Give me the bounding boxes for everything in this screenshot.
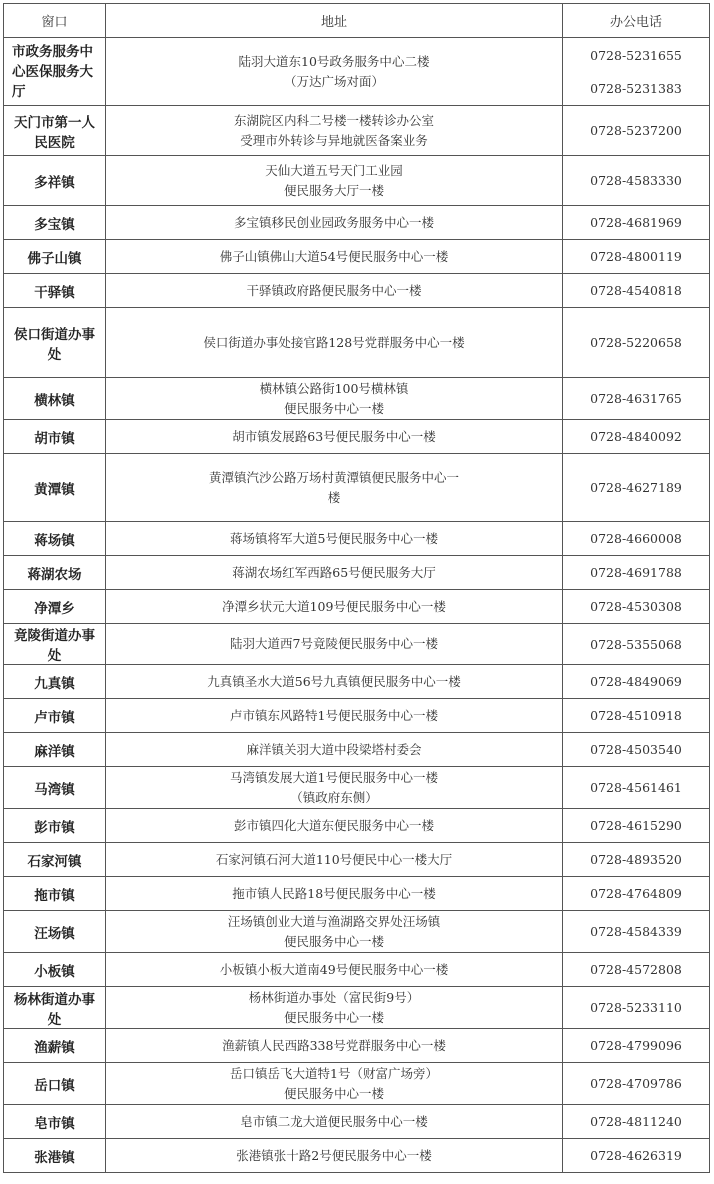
phone-number: 0728-4627189 (590, 480, 682, 495)
window-name: 佛子山镇 (4, 240, 106, 274)
address-cell (106, 206, 563, 240)
table-row (4, 206, 710, 240)
window-name: 马湾镇 (4, 767, 106, 809)
table-row (4, 767, 710, 809)
phone-cell (563, 1139, 710, 1173)
address-cell (106, 767, 563, 809)
table-row (4, 420, 710, 454)
phone-cell (563, 378, 710, 420)
address-cell (106, 809, 563, 843)
phone-cell (563, 38, 710, 106)
table-row (4, 843, 710, 877)
window-name: 拖市镇 (4, 877, 106, 911)
address-cell (106, 1063, 563, 1105)
address-cell (106, 1105, 563, 1139)
window-name: 小板镇 (4, 953, 106, 987)
window-name: 净潭乡 (4, 590, 106, 624)
phone-cell (563, 733, 710, 767)
address-cell (106, 274, 563, 308)
table-row (4, 274, 710, 308)
table-row (4, 877, 710, 911)
table-row (4, 911, 710, 953)
window-name: 岳口镇 (4, 1063, 106, 1105)
address-cell (106, 911, 563, 953)
phone-cell (563, 624, 710, 665)
table-row (4, 156, 710, 206)
phone-cell (563, 556, 710, 590)
address-line: 侯口街道办事处接官路128号党群服务中心一楼 (203, 334, 465, 350)
address-line: 马湾镇发展大道1号便民服务中心一楼 (230, 769, 438, 785)
table-header-row (4, 4, 710, 38)
phone-number: 0728-4561461 (590, 780, 682, 795)
phone-cell (563, 308, 710, 378)
window-name: 卢市镇 (4, 699, 106, 733)
address-line: 干驿镇政府路便民服务中心一楼 (246, 282, 422, 298)
table-row (4, 590, 710, 624)
window-name: 麻洋镇 (4, 733, 106, 767)
phone-cell (563, 1105, 710, 1139)
address-cell (106, 156, 563, 206)
service-window-table (3, 3, 710, 1173)
window-name: 胡市镇 (4, 420, 106, 454)
phone-cell (563, 590, 710, 624)
phone-cell (563, 240, 710, 274)
table-row (4, 378, 710, 420)
phone-number: 0728-4691788 (590, 565, 682, 580)
table-row (4, 1105, 710, 1139)
window-name: 横林镇 (4, 378, 106, 420)
table-row (4, 699, 710, 733)
address-cell (106, 987, 563, 1029)
address-cell (106, 733, 563, 767)
phone-number: 0728-4764809 (590, 886, 682, 901)
phone-cell (563, 156, 710, 206)
phone-number: 0728-4530308 (590, 599, 682, 614)
address-line: 彭市镇四化大道东便民服务中心一楼 (233, 817, 434, 833)
phone-cell (563, 1063, 710, 1105)
table-row (4, 953, 710, 987)
phone-number: 0728-4631765 (590, 391, 682, 406)
phone-cell (563, 274, 710, 308)
window-name: 九真镇 (4, 665, 106, 699)
table-row (4, 38, 710, 106)
address-line: 麻洋镇关羽大道中段梁塔村委会 (246, 741, 422, 757)
phone-number: 0728-4811240 (590, 1114, 682, 1129)
table-row (4, 308, 710, 378)
phone-cell (563, 877, 710, 911)
table-row (4, 1139, 710, 1173)
address-line: 便民服务中心一楼 (283, 1009, 384, 1025)
address-line: 佛子山镇佛山大道54号便民服务中心一楼 (219, 248, 449, 264)
table-row (4, 809, 710, 843)
phone-number: 0728-4800119 (590, 249, 682, 264)
phone-cell (563, 665, 710, 699)
phone-cell (563, 767, 710, 809)
window-name: 皂市镇 (4, 1105, 106, 1139)
address-line: 张港镇张十路2号便民服务中心一楼 (236, 1147, 432, 1163)
header-address: 地址 (106, 4, 563, 38)
window-name: 渔薪镇 (4, 1029, 106, 1063)
phone-cell (563, 522, 710, 556)
address-cell (106, 590, 563, 624)
address-line: 石家河镇石河大道110号便民中心一楼大厅 (215, 851, 453, 867)
table-row (4, 240, 710, 274)
address-cell (106, 843, 563, 877)
table-row (4, 733, 710, 767)
address-line: （万达广场对面） (283, 73, 384, 89)
phone-cell (563, 987, 710, 1029)
phone-cell (563, 106, 710, 156)
phone-number: 0728-4584339 (590, 924, 682, 939)
window-name: 干驿镇 (4, 274, 106, 308)
address-cell (106, 420, 563, 454)
phone-number: 0728-4849069 (590, 674, 682, 689)
phone-number: 0728-4540818 (590, 283, 682, 298)
window-name: 蒋场镇 (4, 522, 106, 556)
window-name: 汪场镇 (4, 911, 106, 953)
address-cell (106, 106, 563, 156)
address-line: 蒋场镇将军大道5号便民服务中心一楼 (230, 530, 438, 546)
phone-number: 0728-5233110 (590, 1000, 682, 1015)
address-cell (106, 522, 563, 556)
window-name: 多祥镇 (4, 156, 106, 206)
address-cell (106, 1029, 563, 1063)
address-line: 便民服务中心一楼 (283, 400, 384, 416)
phone-number: 0728-4572808 (590, 962, 682, 977)
address-cell (106, 877, 563, 911)
address-line: 便民服务中心一楼 (283, 933, 384, 949)
address-line: 便民服务中心一楼 (283, 1085, 384, 1101)
phone-cell (563, 206, 710, 240)
window-name: 侯口街道办事处 (4, 308, 106, 378)
address-line: 岳口镇岳飞大道特1号（财富广场旁） (230, 1065, 438, 1081)
address-line: 便民服务大厅一楼 (283, 182, 384, 198)
address-cell (106, 308, 563, 378)
address-line: 陆羽大道西7号竟陵便民服务中心一楼 (230, 636, 438, 651)
phone-cell (563, 454, 710, 522)
address-line: 净潭乡状元大道109号便民服务中心一楼 (222, 598, 446, 614)
table-row (4, 454, 710, 522)
address-line: 九真镇圣水大道56号九真镇便民服务中心一楼 (207, 673, 461, 689)
window-name: 黄潭镇 (4, 454, 106, 522)
phone-cell (563, 1029, 710, 1063)
address-cell (106, 240, 563, 274)
phone-number: 0728-5355068 (590, 636, 682, 652)
phone-cell (563, 420, 710, 454)
address-line: 皂市镇二龙大道便民服务中心一楼 (240, 1113, 428, 1129)
phone-cell (563, 911, 710, 953)
phone-number: 0728-4840092 (590, 429, 682, 444)
table-row (4, 556, 710, 590)
address-line: 受理市外转诊与异地就医备案业务 (240, 132, 428, 148)
address-cell (106, 378, 563, 420)
window-name: 蒋湖农场 (4, 556, 106, 590)
address-line: 蒋湖农场红军西路65号便民服务大厅 (232, 564, 436, 580)
window-name: 杨林街道办事处 (4, 987, 106, 1029)
address-line: 横林镇公路街100号横林镇 (259, 380, 409, 396)
address-line: 多宝镇移民创业园政务服务中心一楼 (233, 214, 434, 230)
phone-number: 0728-4799096 (590, 1038, 682, 1053)
phone-number: 0728-4709786 (590, 1076, 682, 1091)
table-row (4, 624, 710, 665)
phone-number: 0728-5220658 (590, 335, 682, 350)
address-cell (106, 699, 563, 733)
window-name: 天门市第一人民医院 (4, 106, 106, 156)
phone-number: 0728-4660008 (590, 531, 682, 546)
phone-cell (563, 843, 710, 877)
phone-number: 0728-5231655 (590, 47, 682, 63)
address-cell (106, 38, 563, 106)
address-line: 小板镇小板大道南49号便民服务中心一楼 (219, 961, 449, 977)
window-name: 张港镇 (4, 1139, 106, 1173)
header-window: 窗口 (4, 4, 106, 38)
address-line: 杨林街道办事处（富民街9号） (248, 989, 420, 1005)
address-cell (106, 1139, 563, 1173)
table-row (4, 1029, 710, 1063)
window-name: 竟陵街道办事处 (4, 624, 106, 665)
address-line: 东湖院区内科二号楼一楼转诊办公室 (233, 112, 434, 128)
table-row (4, 665, 710, 699)
header-phone: 办公电话 (563, 4, 710, 38)
table-row (4, 522, 710, 556)
address-line: 汪场镇创业大道与渔湖路交界处汪场镇 (227, 913, 441, 929)
address-line: 陆羽大道东10号政务服务中心二楼 (238, 53, 430, 69)
phone-number: 0728-4681969 (590, 215, 682, 230)
address-cell (106, 556, 563, 590)
phone-number: 0728-4615290 (590, 818, 682, 833)
phone-number: 0728-5237200 (590, 123, 682, 138)
phone-number: 0728-4893520 (590, 852, 682, 867)
address-line: 渔薪镇人民西路338号党群服务中心一楼 (222, 1037, 446, 1053)
table-row (4, 987, 710, 1029)
address-cell (106, 665, 563, 699)
phone-number: 0728-4626319 (590, 1148, 682, 1163)
address-line: 天仙大道五号天门工业园 (265, 162, 403, 178)
window-name: 石家河镇 (4, 843, 106, 877)
phone-cell (563, 953, 710, 987)
table-row (4, 106, 710, 156)
window-name: 多宝镇 (4, 206, 106, 240)
address-line: 拖市镇人民路18号便民服务中心一楼 (232, 885, 436, 901)
window-name: 彭市镇 (4, 809, 106, 843)
address-cell (106, 953, 563, 987)
address-cell (106, 624, 563, 665)
address-line: 黄潭镇汽沙公路万场村黄潭镇便民服务中心一 (208, 469, 459, 485)
address-line: （镇政府东侧） (290, 789, 378, 805)
phone-cell (563, 699, 710, 733)
address-line: 楼 (327, 489, 341, 505)
phone-cell (563, 809, 710, 843)
phone-number: 0728-4583330 (590, 173, 682, 188)
address-line: 胡市镇发展路63号便民服务中心一楼 (232, 428, 436, 444)
address-line: 卢市镇东风路特1号便民服务中心一楼 (230, 707, 438, 723)
phone-number: 0728-4510918 (590, 708, 682, 723)
phone-number: 0728-4503540 (590, 742, 682, 757)
phone-number: 0728-5231383 (590, 80, 682, 96)
address-cell (106, 454, 563, 522)
table-row (4, 1063, 710, 1105)
window-name: 市政务服务中心医保服务大厅 (4, 38, 106, 106)
